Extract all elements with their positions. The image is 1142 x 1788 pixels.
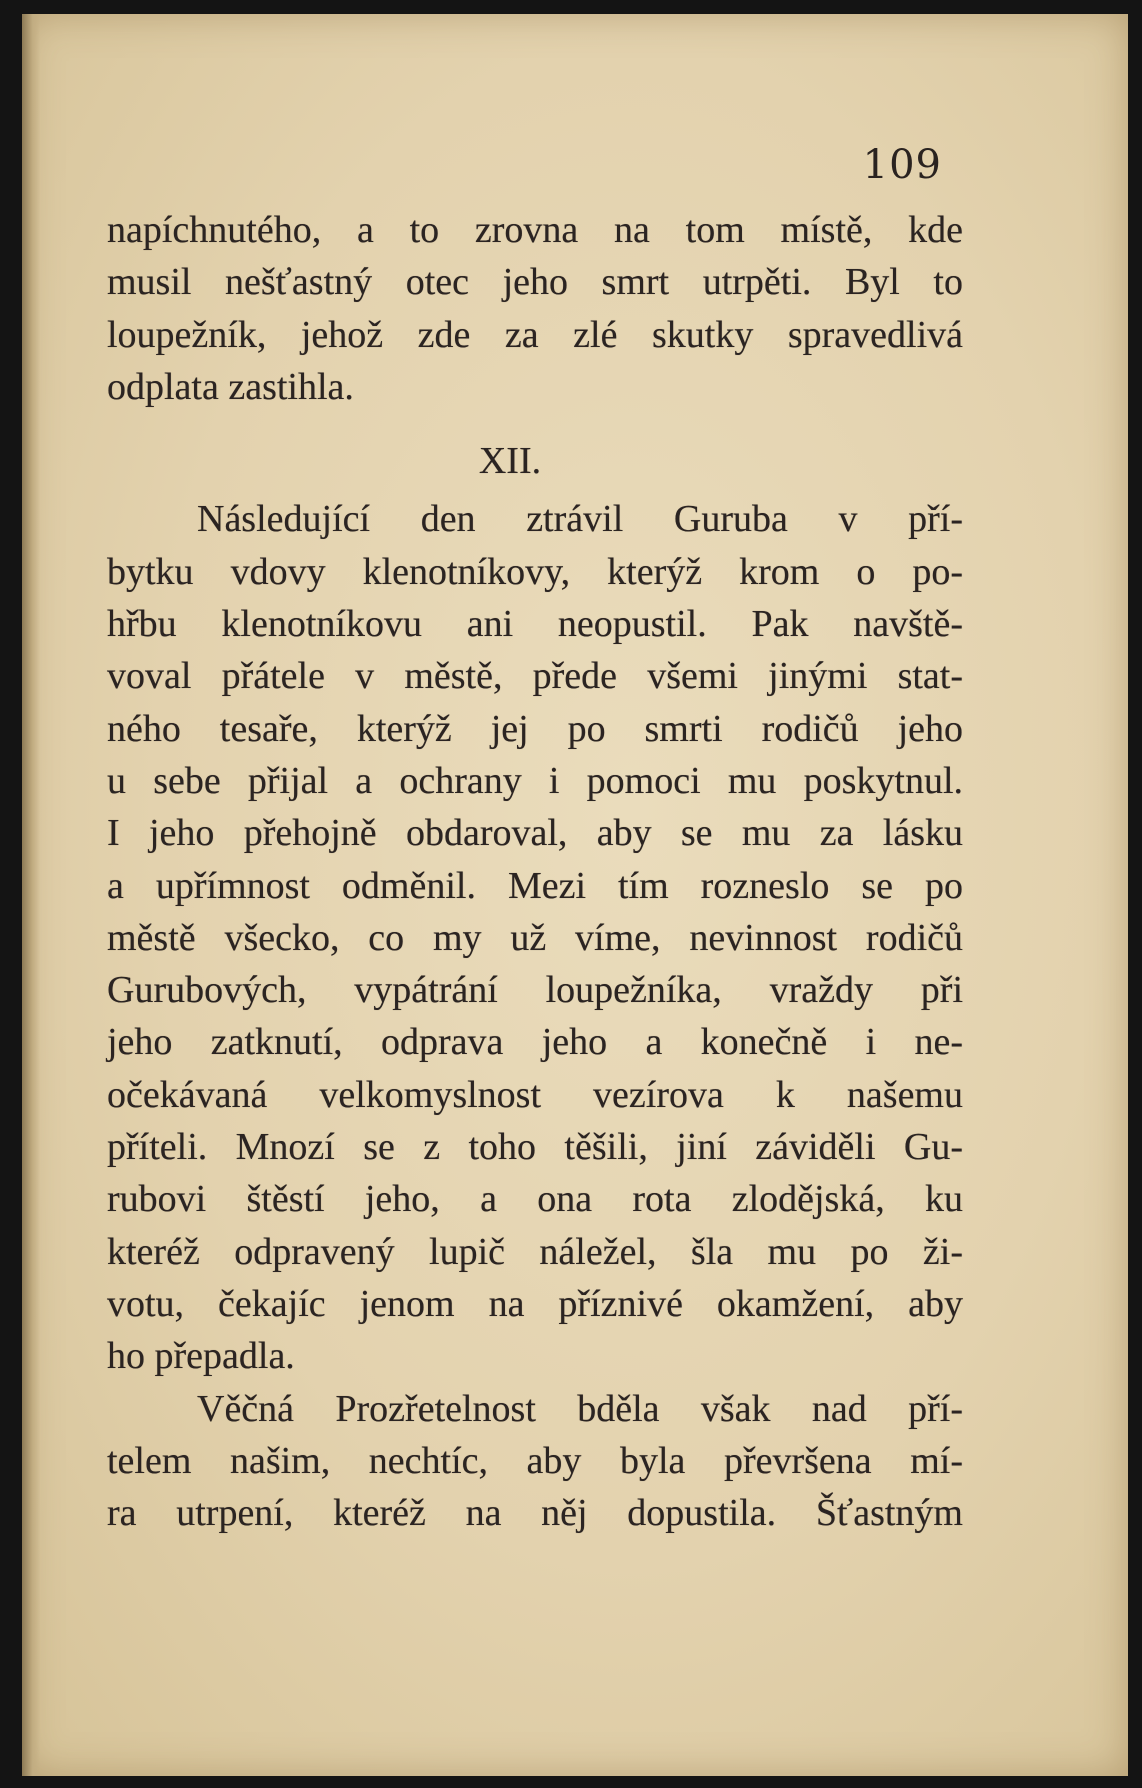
text-line: ra utrpení, kteréž na něj dopustila. Šťastným bbox=[107, 1492, 963, 1535]
text-line: hřbu klenotníkovu ani neopustil. Pak navště- bbox=[107, 603, 963, 646]
text-line: kteréž odpravený lupič náležel, šla mu po ži- bbox=[107, 1230, 963, 1273]
text-line: u sebe přijal a ochrany i pomoci mu poskytnul. bbox=[107, 759, 963, 802]
text-line: bytku vdovy klenotníkovy, kterýž krom o po- bbox=[107, 550, 963, 593]
text-line: votu, čekajíc jenom na příznivé okamžení, aby bbox=[107, 1282, 963, 1325]
text-line: voval přátele v městě, přede všemi jinými stat- bbox=[107, 655, 963, 698]
text-line: očekávaná velkomyslnost vezírova k našemu bbox=[107, 1073, 963, 1116]
text-line: telem našim, nechtíc, aby byla převršena mí- bbox=[107, 1439, 963, 1482]
text-line: Gurubových, vypátrání loupežníka, vraždy při bbox=[107, 969, 963, 1012]
page-gutter-edge bbox=[22, 14, 40, 1776]
text-line: ného tesaře, kterýž jej po smrti rodičů jeho bbox=[107, 707, 963, 750]
chapter-heading: XII. bbox=[478, 440, 542, 483]
text-line: ho přepadla. bbox=[107, 1335, 295, 1378]
text-line: městě všecko, co my už víme, nevinnost rodičů bbox=[107, 916, 963, 959]
text-line: musil nešťastný otec jeho smrt utrpěti. Byl to bbox=[107, 261, 963, 304]
page-number: 109 bbox=[862, 142, 942, 188]
book-page bbox=[22, 14, 1128, 1776]
text-line: jeho zatknutí, odprava jeho a konečně i ne- bbox=[107, 1021, 963, 1064]
text-line: a upřímnost odměnil. Mezi tím rozneslo se po bbox=[107, 864, 963, 907]
text-line: příteli. Mnozí se z toho těšili, jiní záviděli Gu- bbox=[107, 1126, 963, 1169]
text-line: Věčná Prozřetelnost bděla však nad pří- bbox=[197, 1387, 963, 1430]
paragraph-2 bbox=[107, 1383, 963, 1540]
text-line: Následující den ztrávil Guruba v pří- bbox=[197, 498, 963, 541]
paragraph-1 bbox=[107, 493, 963, 1382]
page-body-text bbox=[107, 204, 963, 1539]
paragraph-intro bbox=[107, 204, 963, 413]
text-line: I jeho přehojně obdaroval, aby se mu za lásku bbox=[107, 812, 963, 855]
text-line: loupežník, jehož zde za zlé skutky spravedlivá bbox=[107, 313, 963, 356]
text-line: napíchnutého, a to zrovna na tom místě, kde bbox=[107, 209, 963, 251]
text-line: rubovi štěstí jeho, a ona rota zlodějská, ku bbox=[107, 1178, 963, 1221]
text-line: odplata zastihla. bbox=[107, 365, 354, 408]
